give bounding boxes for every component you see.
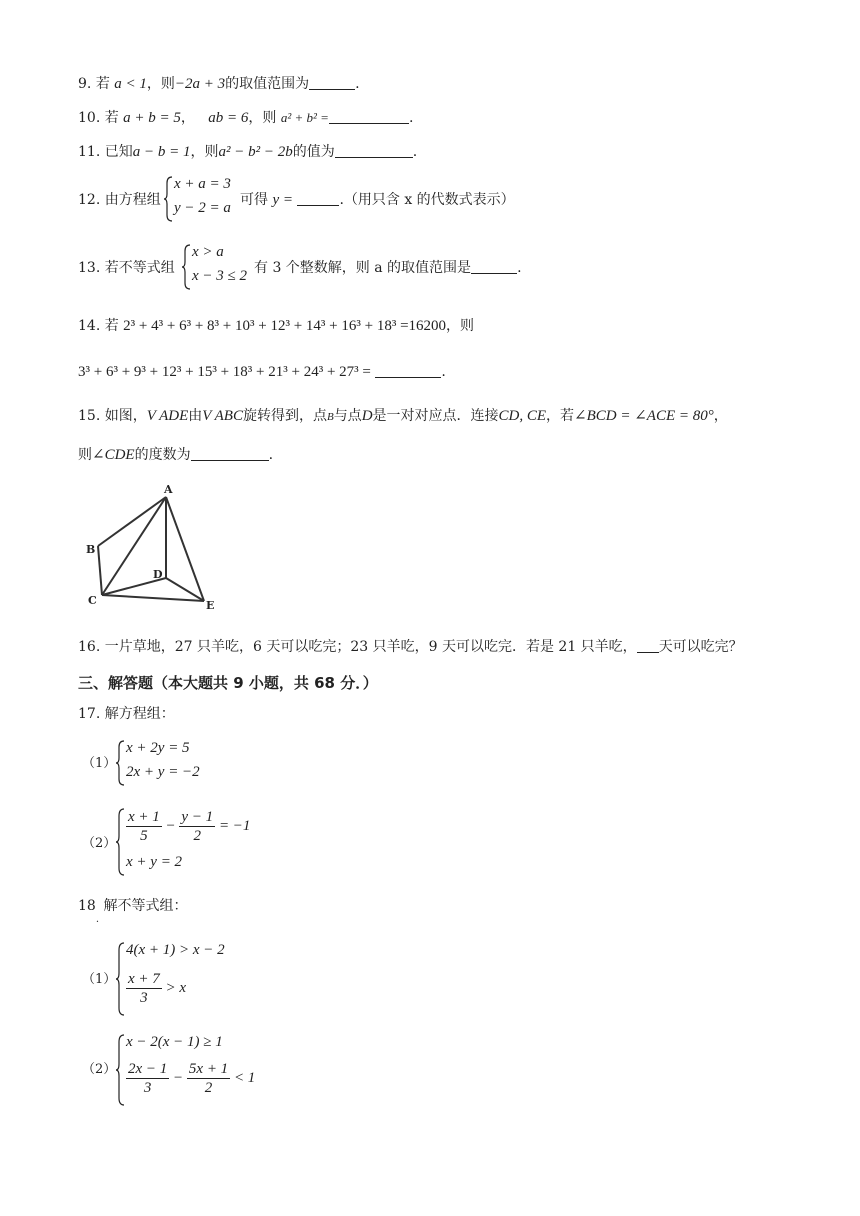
operator: −	[173, 1069, 184, 1086]
question-13-tail	[254, 258, 522, 278]
text: 旋转得到，点	[242, 408, 327, 424]
question-number: 9.	[78, 76, 92, 92]
inequality: x − 2(x − 1) ≥ 1	[126, 1034, 223, 1050]
label-b: B	[86, 543, 96, 556]
question-9	[78, 74, 360, 94]
inequality-system	[126, 942, 256, 1016]
brace-icon	[115, 1034, 125, 1106]
text: ，若	[546, 408, 575, 424]
text: ，则	[146, 76, 175, 92]
text: .（用只含 x 的代数式表示）	[339, 192, 515, 208]
rhs: > x	[165, 979, 187, 996]
math-condition: ab = 6	[208, 110, 249, 126]
fraction	[126, 1060, 169, 1097]
question-11	[78, 142, 417, 162]
label-e: E	[206, 599, 215, 612]
equation: x + 2y = 5	[126, 740, 190, 756]
question-number: 17.	[78, 706, 101, 722]
denominator: 5	[140, 828, 148, 844]
text: 有 3 个整数解，则 a 的取值范围是	[254, 260, 472, 276]
text: 若不等式组	[104, 260, 175, 276]
question-15	[78, 406, 728, 427]
question-14-line2	[78, 362, 446, 382]
question-12	[78, 190, 161, 210]
rhs: = −1	[218, 817, 251, 834]
text: ，则	[248, 110, 277, 126]
text: 可得	[240, 192, 268, 208]
denominator: 2	[204, 1080, 213, 1096]
question-14	[78, 316, 474, 336]
equation-system	[174, 176, 244, 222]
inequality: x − 3 ≤ 2	[192, 268, 248, 284]
label-a: A	[164, 483, 173, 496]
equation-system	[126, 808, 266, 876]
text: .	[441, 364, 446, 380]
text: 若	[95, 76, 110, 92]
dot: .	[95, 914, 100, 925]
fraction	[179, 808, 215, 845]
question-15-line2	[78, 445, 273, 465]
text: 一片草地，27 只羊吃，6 天可以吃完；23 只羊吃，9 天可以吃完．若是 21 只羊吃，	[104, 639, 637, 655]
rhs: < 1	[233, 1069, 256, 1086]
text: ，则	[446, 318, 475, 334]
question-number: 11.	[78, 144, 101, 160]
part-label: （2）	[82, 1062, 117, 1077]
math-expression: CD, CE	[498, 408, 547, 424]
question-12-tail	[240, 190, 515, 210]
text: 若	[104, 318, 119, 334]
text: 解方程组：	[104, 706, 175, 722]
question-number: 16.	[78, 639, 101, 655]
math-expression: V ADE	[146, 408, 189, 424]
numerator: x + 7	[128, 971, 160, 987]
text: 的度数为	[134, 447, 191, 463]
denominator: 2	[193, 828, 202, 844]
brace-icon	[115, 808, 125, 876]
text: .	[517, 260, 522, 276]
math-expression: ∠BCD = ∠ACE = 80°	[574, 408, 714, 424]
text: .	[408, 110, 414, 126]
question-number: 12.	[78, 192, 101, 208]
math-expression: a² + b² =	[280, 110, 329, 125]
answer-blank[interactable]	[471, 259, 517, 274]
equation: y − 2 = a	[174, 200, 231, 216]
label-d: D	[153, 568, 163, 581]
text: 与点	[333, 408, 362, 424]
question-13	[78, 258, 175, 278]
part-label: （1）	[82, 972, 117, 987]
math-point: D	[361, 408, 373, 424]
math-condition: a − b = 1	[132, 144, 191, 160]
text: 是一对对应点．连接	[372, 408, 499, 424]
question-number: 18	[78, 898, 96, 914]
question-10	[78, 108, 413, 128]
inequality-system	[192, 244, 256, 290]
answer-blank[interactable]	[191, 446, 269, 461]
equation	[126, 808, 250, 845]
inequality: 4(x + 1) > x − 2	[126, 942, 225, 958]
inequality	[126, 1060, 255, 1097]
text: 解不等式组：	[103, 898, 188, 914]
text: .	[268, 447, 274, 463]
question-16	[78, 637, 743, 657]
brace-icon	[115, 942, 125, 1016]
text: 天可以吃完？	[658, 639, 743, 655]
math-expression: y =	[272, 192, 293, 208]
part-label: （2）	[82, 836, 117, 851]
fraction	[126, 808, 162, 845]
inequality	[126, 970, 186, 1007]
math-expression: 3³ + 6³ + 9³ + 12³ + 15³ + 18³ + 21³ + 24³ + 27³ =	[78, 364, 371, 380]
answer-blank[interactable]	[375, 363, 441, 378]
numerator: 2x − 1	[128, 1061, 168, 1077]
label-c: C	[88, 594, 97, 607]
denominator: 3	[140, 990, 148, 1006]
answer-blank[interactable]	[309, 75, 355, 90]
inequality: x > a	[192, 244, 224, 260]
equation-system	[126, 740, 216, 786]
answer-blank[interactable]	[329, 109, 409, 124]
answer-blank[interactable]	[637, 638, 659, 653]
brace-icon	[115, 740, 125, 786]
math-expression: −2a + 3	[174, 76, 226, 92]
equation: x + y = 2	[126, 854, 183, 870]
text: ，则	[190, 144, 219, 160]
text: 由	[188, 408, 203, 424]
text: .	[412, 144, 418, 160]
equation: x + a = 3	[174, 176, 231, 192]
denominator: 3	[143, 1080, 152, 1096]
text: 若	[104, 110, 119, 126]
answer-blank[interactable]	[297, 191, 339, 206]
question-number: 13.	[78, 260, 101, 276]
fraction	[126, 970, 162, 1007]
equation: 2x + y = −2	[126, 764, 200, 780]
text: 已知	[104, 144, 133, 160]
answer-blank[interactable]	[335, 143, 413, 158]
operator: −	[165, 817, 176, 834]
math-condition: a < 1	[114, 76, 147, 92]
math-expression: ∠CDE	[92, 447, 135, 463]
text: 的值为	[292, 144, 335, 160]
fraction	[187, 1060, 230, 1097]
text: 则	[78, 447, 92, 463]
question-number: 10.	[78, 110, 101, 126]
question-17	[78, 704, 175, 724]
text: ，	[713, 408, 728, 424]
math-expression: 2³ + 4³ + 6³ + 8³ + 10³ + 12³ + 14³ + 16³ + 18³ =16200	[123, 318, 447, 334]
math-point: B	[326, 411, 334, 423]
brace-icon	[163, 176, 173, 222]
text: ，	[180, 110, 195, 126]
geometry-figure	[80, 480, 230, 615]
question-18	[78, 896, 188, 925]
text: 的取值范围为	[225, 76, 310, 92]
section-title: 三、解答题（本大题共 9 小题，共 68 分．）	[78, 674, 378, 692]
text: 如图，	[104, 408, 147, 424]
question-number: 15.	[78, 408, 101, 424]
numerator: 5x + 1	[188, 1061, 229, 1077]
math-expression: V ABC	[202, 408, 243, 424]
part-label: （1）	[82, 756, 117, 771]
math-expression: a² − b² − 2b	[218, 144, 293, 160]
numerator: x + 1	[128, 809, 160, 825]
brace-icon	[181, 244, 191, 290]
inequality-system	[126, 1034, 276, 1106]
text: 由方程组	[104, 192, 161, 208]
numerator: y − 1	[181, 809, 214, 825]
question-number: 14.	[78, 318, 101, 334]
math-condition: a + b = 5	[123, 110, 181, 126]
text: .	[355, 76, 360, 92]
